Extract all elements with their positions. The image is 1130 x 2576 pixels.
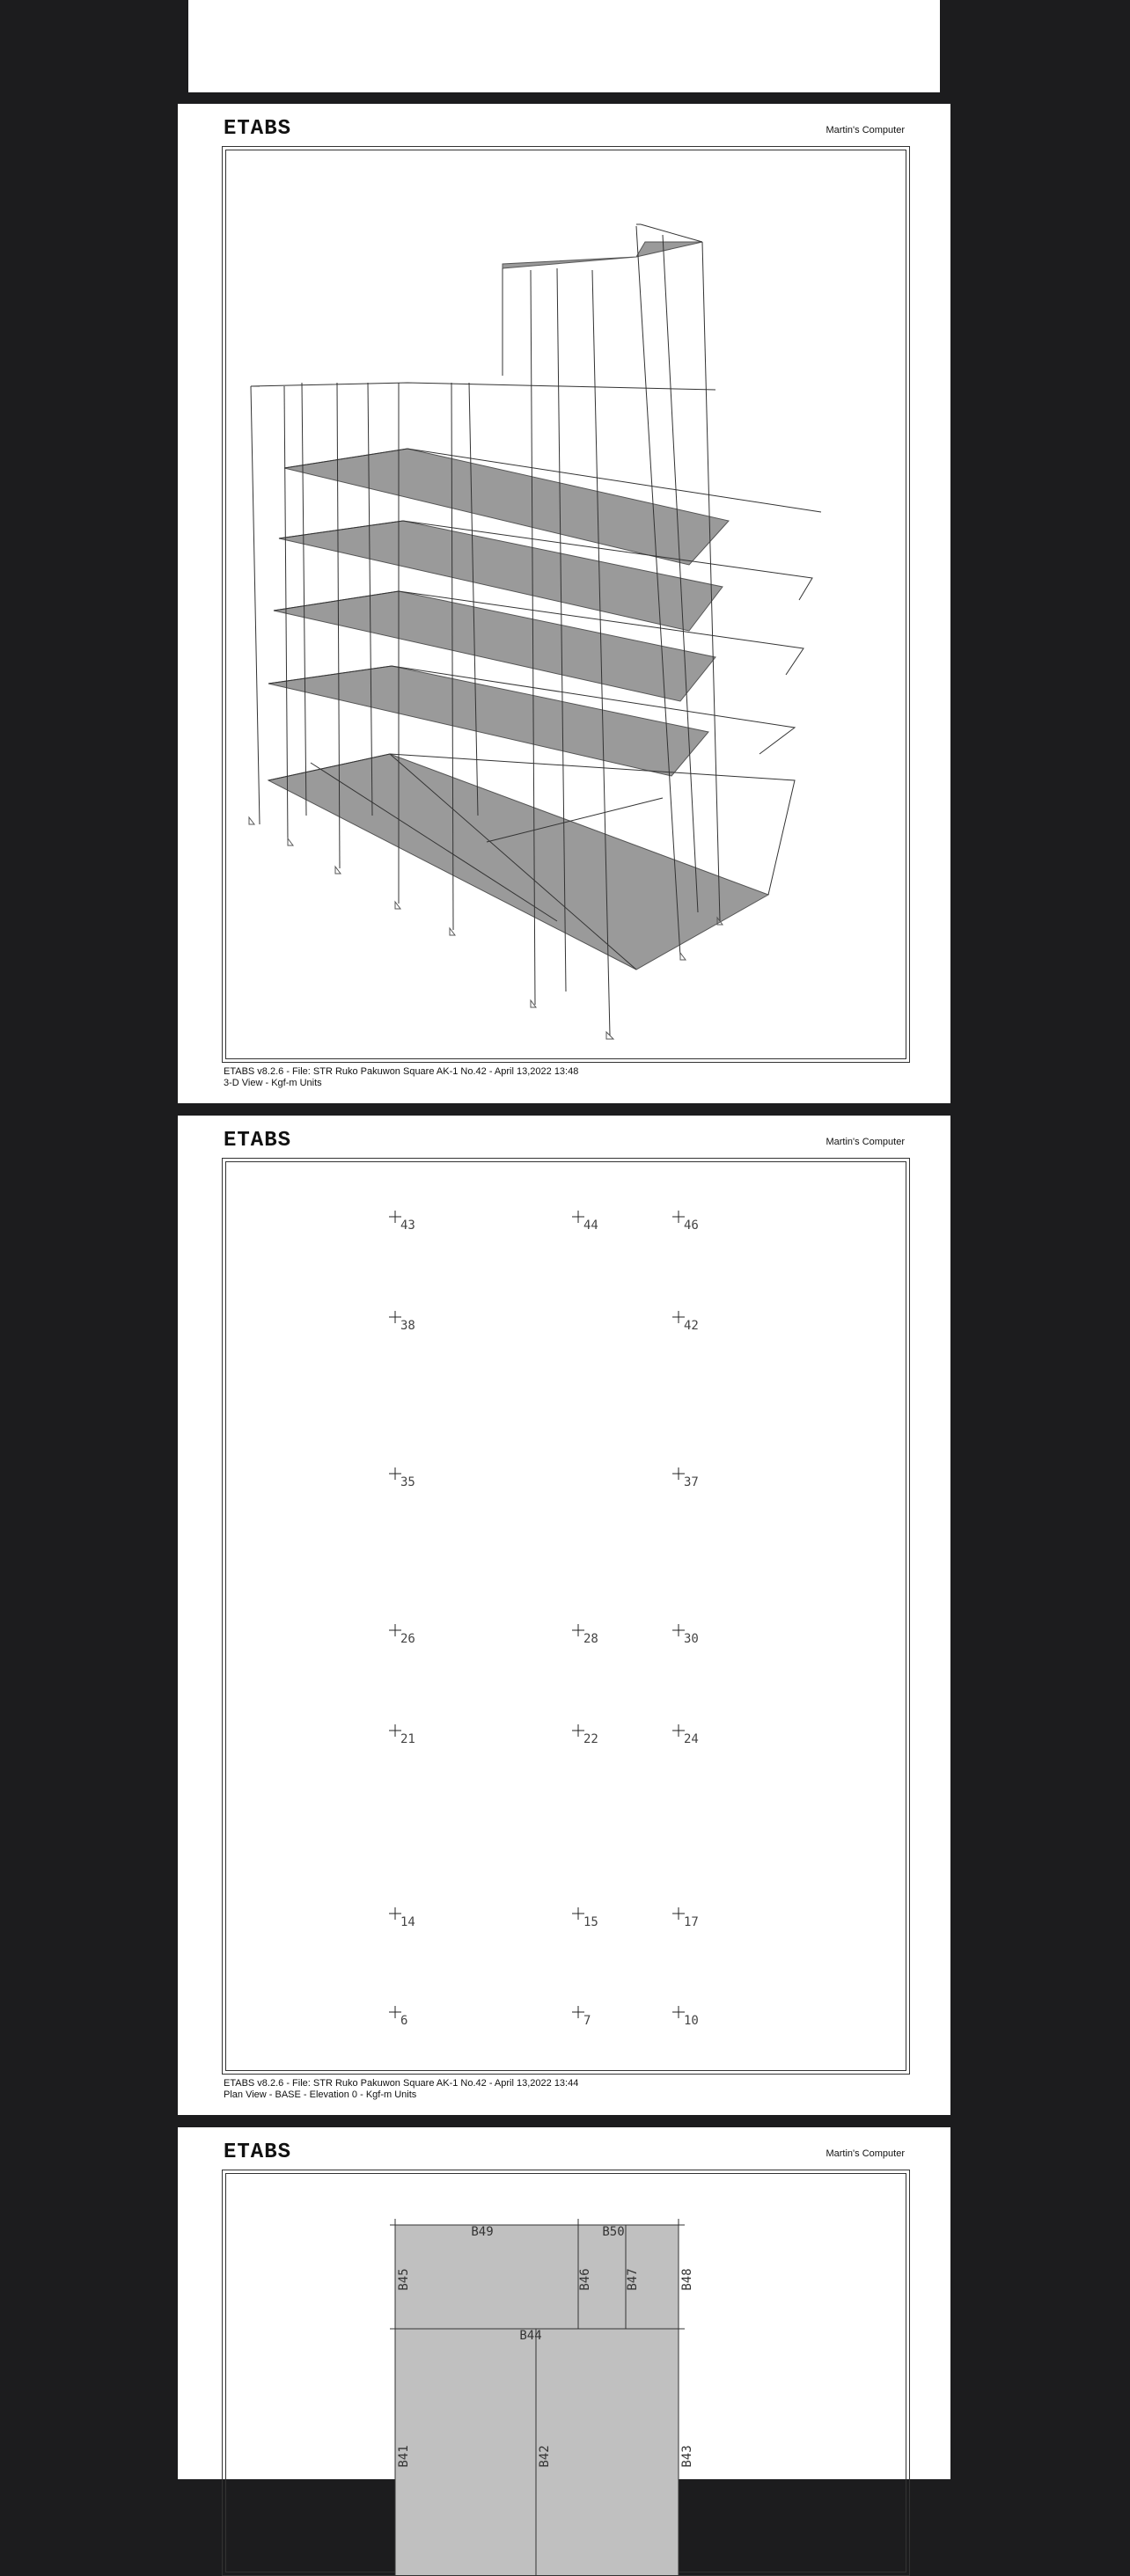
drawing-frame: [222, 1158, 910, 2075]
computer-name: Martin's Computer: [825, 2148, 905, 2159]
plan-point-label: 30: [684, 1632, 699, 1646]
plan-point-label: 15: [583, 1915, 598, 1929]
plan-point-17: [672, 1907, 699, 1929]
plan-point-30: [672, 1624, 699, 1646]
plan-point-label: 26: [400, 1632, 415, 1646]
plan-point-42: [672, 1311, 699, 1333]
plan-point-label: 35: [400, 1475, 415, 1489]
plan-point-label: 21: [400, 1732, 415, 1746]
drawing-frame: [222, 146, 910, 1063]
beam-label-B48: B48: [680, 2268, 694, 2291]
drawing-frame: [222, 2170, 910, 2576]
plan-point-43: [389, 1211, 415, 1233]
computer-name: Martin's Computer: [825, 125, 905, 135]
plan-point-6: [389, 2006, 407, 2028]
document-page-beam-plan: [178, 2127, 950, 2479]
beam-label-B45: B45: [397, 2268, 411, 2291]
beam-plan-drawing: [223, 2170, 909, 2575]
beam-label-B44: B44: [519, 2329, 542, 2343]
plan-point-7: [572, 2006, 591, 2028]
plan-point-label: 44: [583, 1218, 598, 1233]
document-page-plan-view: [178, 1116, 950, 2115]
plan-point-label: 28: [583, 1632, 598, 1646]
structure-3d-drawing: [223, 147, 909, 1062]
plan-point-24: [672, 1724, 699, 1746]
beam-label-B47: B47: [626, 2268, 640, 2291]
plan-point-label: 17: [684, 1915, 699, 1929]
plan-point-label: 22: [583, 1732, 598, 1746]
plan-point-26: [389, 1624, 415, 1646]
page-footer: [224, 1066, 578, 1089]
plan-point-label: 10: [684, 2014, 699, 2028]
beam-label-B42: B42: [538, 2445, 552, 2468]
plan-point-46: [672, 1211, 699, 1233]
plan-point-35: [389, 1467, 415, 1489]
plan-point-label: 7: [583, 2014, 591, 2028]
document-page-partial: [188, 0, 940, 92]
roof-slab: [503, 242, 702, 268]
plan-point-label: 42: [684, 1319, 699, 1333]
plan-point-14: [389, 1907, 415, 1929]
plan-points-drawing: [223, 1159, 909, 2074]
etabs-brand: ETABS: [224, 1129, 292, 1153]
document-page-3d-view: [178, 104, 950, 1103]
plan-point-21: [389, 1724, 415, 1746]
plan-point-label: 24: [684, 1732, 699, 1746]
plan-point-15: [572, 1907, 598, 1929]
beam-label-B43: B43: [680, 2445, 694, 2468]
beam-label-B46: B46: [578, 2268, 592, 2291]
etabs-brand: ETABS: [224, 2141, 292, 2164]
plan-point-28: [572, 1624, 598, 1646]
beam-label-B49: B49: [471, 2225, 494, 2239]
plan-point-10: [672, 2006, 699, 2028]
plan-point-label: 38: [400, 1319, 415, 1333]
plan-point-22: [572, 1724, 598, 1746]
footer-line-2: 3-D View - Kgf-m Units: [224, 1078, 322, 1088]
plan-point-label: 6: [400, 2014, 408, 2028]
beam-label-B41: B41: [397, 2445, 411, 2468]
computer-name: Martin's Computer: [825, 1137, 905, 1147]
page-footer: [224, 2078, 578, 2101]
plan-point-38: [389, 1311, 415, 1333]
plan-point-label: 37: [684, 1475, 699, 1489]
plan-point-label: 46: [684, 1218, 699, 1233]
slab-base: [268, 754, 768, 970]
plan-point-label: 14: [400, 1915, 415, 1929]
footer-line-1: ETABS v8.2.6 - File: STR Ruko Pakuwon Square AK-1 No.42 - April 13,2022 13:48: [224, 1066, 579, 1077]
beam-label-B50: B50: [602, 2225, 625, 2239]
plan-point-label: 43: [400, 1218, 415, 1233]
etabs-brand: ETABS: [224, 117, 292, 141]
plan-point-44: [572, 1211, 598, 1233]
footer-line-1: ETABS v8.2.6 - File: STR Ruko Pakuwon Square AK-1 No.42 - April 13,2022 13:44: [224, 2078, 579, 2089]
plan-point-37: [672, 1467, 699, 1489]
footer-line-2: Plan View - BASE - Elevation 0 - Kgf-m Units: [224, 2089, 417, 2100]
